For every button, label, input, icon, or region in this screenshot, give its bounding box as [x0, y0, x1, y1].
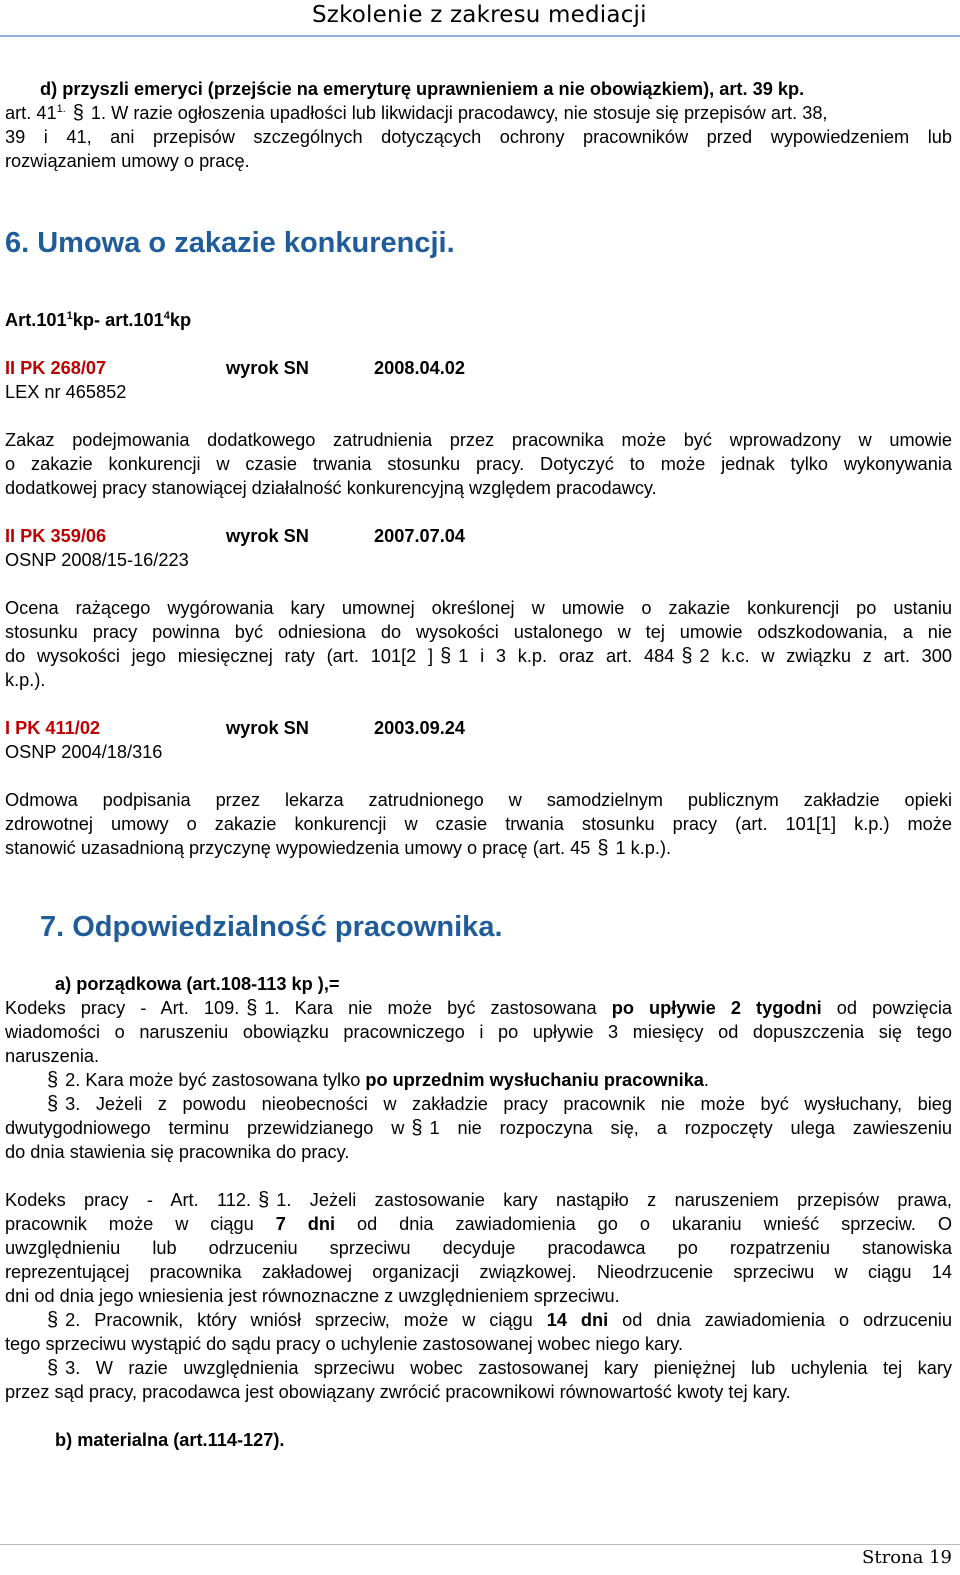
art-112-text: [5, 1188, 952, 1212]
art-109-text: do dnia stawienia się pracownika do pracy.: [5, 1142, 350, 1162]
p1-line3: 39 i 41, ani przepisów szczególnych dotyczących ochrony pracowników przed wypowiedzeniem lub: [5, 127, 952, 147]
emphasis: po upływie 2 tygodni: [611, 998, 822, 1018]
header-rule: [0, 35, 960, 37]
text: kp: [169, 310, 192, 330]
section-sign: §: [411, 1117, 423, 1139]
case-signature: II PK 268/07: [5, 358, 107, 378]
text: Art.101: [5, 310, 67, 330]
art-109-text: [40, 1092, 952, 1116]
section-sign: §: [72, 102, 84, 124]
item-d: d) przyszli emeryci (przejście na emeryturę uprawnieniem a nie obowiązkiem), art. 39 kp.: [40, 79, 805, 99]
art-112-text: tego sprzeciwu wystąpić do sądu pracy o uchylenie zastosowanej wobec niego kary.: [5, 1334, 684, 1354]
text: 1. Jeżeli zastosowanie kary nastąpiło z naruszeniem przepisów prawa,: [276, 1190, 952, 1210]
art-109-text: [5, 1116, 952, 1140]
case-3-source: OSNP 2004/18/316: [5, 742, 163, 762]
text: art. 41: [5, 103, 57, 123]
text: Kodeks pracy - Art. 109.: [5, 998, 240, 1018]
emphasis: 7 dni: [275, 1214, 336, 1234]
case-signature: I PK 411/02: [5, 718, 101, 738]
case-2-text: [5, 644, 952, 668]
text: .: [703, 1070, 709, 1090]
section-sign: §: [597, 837, 609, 859]
emphasis: 14 dni: [546, 1310, 609, 1330]
case-type: wyrok SN: [226, 526, 309, 546]
text: kp- art.101: [72, 310, 164, 330]
p1-line4: rozwiązaniem umowy o pracę.: [5, 151, 250, 171]
text: dwutygodniowego terminu przewidzianego w: [5, 1118, 405, 1138]
header-title: Szkolenie z zakresu mediacji: [312, 2, 647, 28]
section-6-heading: 6. Umowa o zakazie konkurencji.: [5, 227, 455, 259]
text: do wysokości jego miesięcznej raty (art. 101[2 ]: [5, 646, 434, 666]
case-date: 2003.09.24: [374, 718, 466, 738]
case-1-text: dodatkowej pracy stanowiącej działalność konkurencyjną względem pracodawcy.: [5, 478, 657, 498]
art-112-text: reprezentującej pracownika zakładowej organizacji związkowej. Nieodrzucenie sprzeciwu w ciągu 14: [5, 1262, 952, 1282]
case-type: wyrok SN: [226, 358, 309, 378]
case-2-header: [5, 524, 952, 548]
case-2-text: Ocena rażącego wygórowania kary umownej określonej w umowie o zakazie konkurencji po ustaniu: [5, 598, 952, 618]
superscript: 4: [163, 310, 170, 322]
emphasis: po uprzednim wysłuchaniu pracownika: [365, 1070, 704, 1090]
footer-rule: [0, 1544, 960, 1545]
case-2-text: k.p.).: [5, 670, 46, 690]
art-112-text: przez sąd pracy, pracodawca jest obowiązany zwrócić pracownikowi równowartość kwoty tej kary.: [5, 1382, 791, 1402]
art-109-text: naruszenia.: [5, 1046, 100, 1066]
section-7-heading: 7. Odpowiedzialność pracownika.: [40, 911, 503, 943]
text: od dnia zawiadomienia o odrzuceniu: [622, 1310, 953, 1330]
art-109-text: wiadomości o naruszeniu obowiązku pracowniczego i po upływie 3 miesięcy od dopuszczenia się tego: [5, 1022, 952, 1042]
text: 3. Jeżeli z powodu nieobecności w zakładzie pracy pracownik nie może być wysłuchany, bieg: [65, 1094, 952, 1114]
art-112-text: [5, 1212, 952, 1236]
article-range: [5, 308, 952, 332]
case-3-header: [5, 716, 952, 740]
item-b-heading: b) materialna (art.114-127).: [55, 1430, 285, 1450]
case-1-source: LEX nr 465852: [5, 382, 127, 402]
case-1-text: o zakazie konkurencji w czasie trwania stosunku pracy. Dotyczyć to może jednak tylko wykonywania: [5, 454, 952, 474]
text: stanowić uzasadnioną przyczynę wypowiedzenia umowy o pracę (art. 45: [5, 838, 591, 858]
section-sign: §: [47, 1357, 59, 1379]
section-sign: §: [258, 1189, 270, 1211]
case-signature: II PK 359/06: [5, 526, 107, 546]
item-a-heading: a) porządkowa (art.108-113 kp ),=: [55, 974, 340, 994]
superscript: 1.: [56, 103, 66, 115]
text: pracownik może w ciągu: [5, 1214, 254, 1234]
case-2-text: stosunku pracy powinna być odniesiona do wysokości ustalonego w tej umowie odszkodowania, a nie: [5, 622, 952, 642]
art-109-text: [40, 1068, 952, 1092]
case-1-text: Zakaz podejmowania dodatkowego zatrudnienia przez pracownika może być wprowadzony w umowie: [5, 430, 952, 450]
text: 2. Pracownik, który wniósł sprzeciw, może w ciągu: [65, 1310, 533, 1330]
art-112-text: [40, 1356, 952, 1380]
text: 2 k.c. w związku z art. 300: [699, 646, 952, 666]
section-sign: §: [47, 1093, 59, 1115]
text: Kodeks pracy - Art. 112.: [5, 1190, 252, 1210]
page-number: Strona 19: [862, 1547, 952, 1568]
text: 1. Kara nie może być zastosowana: [264, 998, 597, 1018]
art-112-text: uwzględnieniu lub odrzuceniu sprzeciwu decyduje pracodawca po rozpatrzeniu stanowiska: [5, 1238, 952, 1258]
case-3-text: [5, 836, 952, 860]
art-112-text: dni od dnia jego wniesienia jest równoznaczne z uwzględnieniem sprzeciwu.: [5, 1286, 620, 1306]
section-sign: §: [440, 645, 452, 667]
section-sign: §: [246, 997, 258, 1019]
section-sign: §: [681, 645, 693, 667]
case-1-header: [5, 356, 952, 380]
section-sign: §: [47, 1309, 59, 1331]
text: od dnia zawiadomienia go o ukaraniu wnieść sprzeciw. O: [356, 1214, 952, 1234]
case-2-source: OSNP 2008/15-16/223: [5, 550, 189, 570]
text: 3. W razie uwzględnienia sprzeciwu wobec zastosowanej kary pieniężnej lub uchylenia tej kary: [65, 1358, 952, 1378]
section-sign: §: [47, 1069, 59, 1091]
case-3-text: Odmowa podpisania przez lekarza zatrudnionego w samodzielnym publicznym zakładzie opieki: [5, 790, 952, 810]
art-112-text: [40, 1308, 952, 1332]
case-date: 2007.07.04: [374, 526, 466, 546]
case-3-text: zdrowotnej umowy o zakazie konkurencji w czasie trwania stosunku pracy (art. 101[1] k.p.) może: [5, 814, 952, 834]
text: 1 k.p.).: [615, 838, 672, 858]
case-date: 2008.04.02: [374, 358, 466, 378]
text: 1 i 3 k.p. oraz art. 484: [458, 646, 675, 666]
text: 1. W razie ogłoszenia upadłości lub likwidacji pracodawcy, nie stosuje się przepisów art. 38,: [90, 103, 828, 123]
superscript: 1: [66, 310, 73, 322]
text: od powzięcia: [836, 998, 952, 1018]
text: 1 nie rozpoczyna się, a rozpoczęty ulega zawieszeniu: [429, 1118, 952, 1138]
case-type: wyrok SN: [226, 718, 309, 738]
art-109-text: [5, 996, 952, 1020]
text: 2. Kara może być zastosowana tylko: [65, 1070, 361, 1090]
page-header: [0, 0, 960, 40]
p1-line2: [5, 101, 952, 125]
